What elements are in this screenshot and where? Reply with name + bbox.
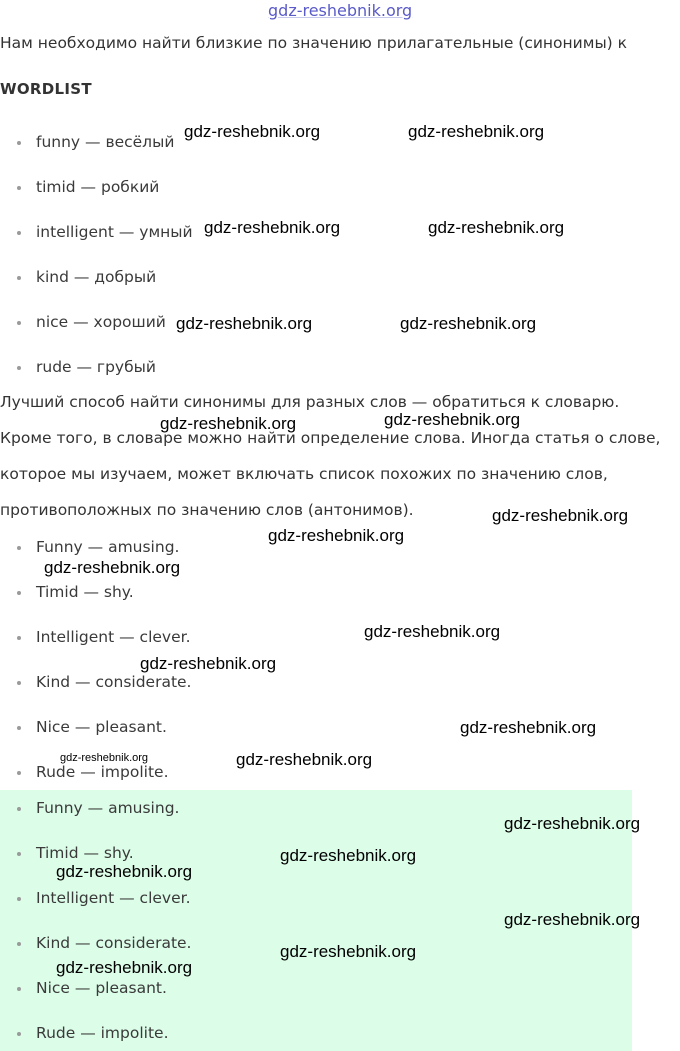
watermark-text: gdz-reshebnik.org [236,750,373,769]
watermark-text: gdz-reshebnik.org [364,622,501,641]
watermark-text: gdz-reshebnik.org [184,122,321,141]
watermark-text: gdz-reshebnik.org [280,942,417,961]
watermark-text: gdz-reshebnik.org [492,506,629,525]
bullet-icon [17,231,21,235]
bullet-icon [17,726,21,730]
bullet-icon [17,771,21,775]
bullet-icon [17,897,21,901]
watermark-text: gdz-reshebnik.org [160,414,297,433]
bullet-icon [17,546,21,550]
watermark-text: gdz-reshebnik.org [44,558,181,577]
bullet-icon [17,636,21,640]
bullet-icon [17,321,21,325]
bullet-icon [17,186,21,190]
intro-text: Нам необходимо найти близкие по значению прилагательные (синонимы) к [0,34,628,52]
wordlist-heading: WORDLIST [0,80,92,98]
watermark-text: gdz-reshebnik.org [504,814,641,833]
explanation-line: которое мы изучаем, может включать список похожих по значению слов, [0,465,608,483]
watermark-text: gdz-reshebnik.org [60,752,149,764]
bullet-icon [17,276,21,280]
watermark-text: gdz-reshebnik.org [280,846,417,865]
watermark-text: gdz-reshebnik.org [56,958,193,977]
watermark-text: gdz-reshebnik.org [384,410,521,429]
bullet-icon [17,807,21,811]
explanation-line: противоположных по значению слов (антонимов). [0,501,414,519]
watermark-text: gdz-reshebnik.org [268,526,405,545]
watermark-text: gdz-reshebnik.org [140,654,277,673]
watermark-text: gdz-reshebnik.org [176,314,313,333]
bullet-icon [17,366,21,370]
bullet-icon [17,591,21,595]
watermark-text: gdz-reshebnik.org [204,218,341,237]
bullet-icon [17,1032,21,1036]
watermark-text: gdz-reshebnik.org [408,122,545,141]
watermark-top: gdz-reshebnik.org [268,1,413,20]
bullet-icon [17,987,21,991]
explanation-line: Лучший способ найти синонимы для разных слов — обратиться к словарю. [0,393,620,411]
watermark-text: gdz-reshebnik.org [460,718,597,737]
watermark-text: gdz-reshebnik.org [56,862,193,881]
bullet-icon [17,942,21,946]
watermark-text: gdz-reshebnik.org [428,218,565,237]
explanation-line: Кроме того, в словаре можно найти определение слова. Иногда статья о слове, [0,429,661,447]
bullet-icon [17,681,21,685]
bullet-icon [17,141,21,145]
watermark-text: gdz-reshebnik.org [400,314,537,333]
watermark-text: gdz-reshebnik.org [504,910,641,929]
bullet-icon [17,852,21,856]
